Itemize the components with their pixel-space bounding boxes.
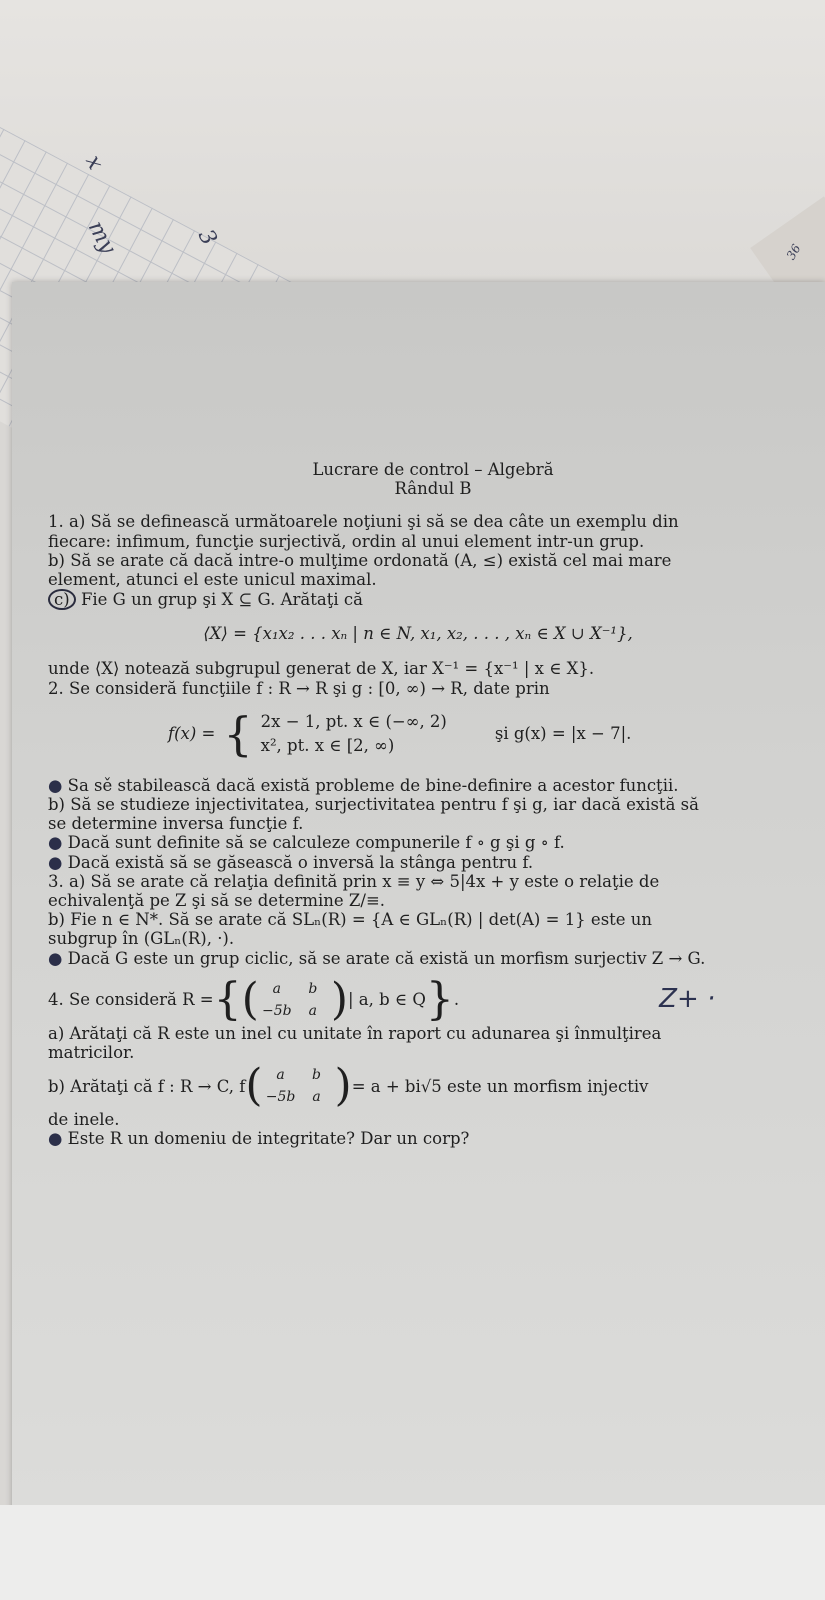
ex2-a: ● Sa sě stabilească dacă există probleme de bine-definire a acestor funcţii. bbox=[48, 775, 679, 795]
ex4-a-line1: a) Arătaţi că R este un inel cu unitate în raport cu adunarea şi înmulţirea bbox=[48, 1023, 662, 1043]
ex4-b-line2: de inele. bbox=[48, 1110, 120, 1130]
ex1-c-circled-label: c) bbox=[48, 589, 76, 610]
ex2-d: ● Dacă există să se găsească o inversă la stânga pentru f. bbox=[48, 852, 534, 872]
ex2-b-line2: se determine inversa funcţie f. bbox=[48, 814, 304, 834]
ex3-a-line1: 3. a) Să se arate că relaţia definită prin x ≡ y ⇔ 5|4x + y este o relaţie de bbox=[48, 871, 660, 891]
matrix-cell: a bbox=[276, 1067, 285, 1084]
ex2-a-mark: ● bbox=[48, 775, 63, 795]
matrix-cell: a bbox=[308, 1002, 317, 1019]
ex3-a-line2: echivalenţă pe Z şi să se determine Z/≡. bbox=[48, 891, 386, 911]
f-case-2: x², pt. x ∈ [2, ∞) bbox=[260, 735, 395, 755]
exam-document bbox=[48, 460, 788, 1149]
ex1-c-line bbox=[48, 589, 788, 610]
f-lhs: f(x) = bbox=[168, 724, 216, 744]
f-case-1: 2x − 1, pt. x ∈ (−∞, 2) bbox=[260, 711, 447, 731]
ex4-b-matrix: ( a b −5b a ) bbox=[245, 1060, 352, 1112]
matrix-cell: a bbox=[312, 1089, 321, 1106]
ex4-matrix: ( a b −5b a ) bbox=[241, 973, 348, 1025]
handwriting-3: 3 bbox=[192, 225, 222, 250]
ex1-c-text: Fie G un grup şi X ⊆ G. Arătaţi că bbox=[80, 590, 363, 610]
set-close-brace: } bbox=[425, 973, 454, 1025]
handwriting-my: my bbox=[82, 216, 121, 259]
corner-number: 36 bbox=[783, 241, 804, 263]
ex4-c-mark: ● bbox=[48, 1129, 63, 1149]
ex4-c: ● Este R un domeniu de integritate? Dar un corp? bbox=[48, 1129, 470, 1149]
matrix-cell: −5b bbox=[265, 1089, 296, 1106]
ex4-intro: 4. Se consideră R = { ( a b −5b a ) | a, b ∈ Q } . Z+ · bbox=[48, 973, 716, 1025]
ex2-function-definition bbox=[168, 706, 788, 761]
matrix-cell: −5b bbox=[262, 1002, 292, 1019]
ex1-b-line1: b) Să se arate că dacă intre-o mulţime ordonată (A, ≤) există cel mai mare bbox=[48, 550, 672, 570]
matrix-cell: b bbox=[312, 1067, 322, 1084]
ex1-c-equation: ⟨X⟩ = {x₁x₂ . . . xₙ | n ∈ N, x₁, x₂, . . . , xₙ ∈ X ∪ X⁻¹}, bbox=[203, 624, 633, 644]
set-open-brace: { bbox=[213, 973, 242, 1025]
ex1-c-note: unde ⟨X⟩ notează subgrupul generat de X, iar X⁻¹ = {x⁻¹ | x ∈ X}. bbox=[48, 659, 595, 679]
ex4-b: b) Arătaţi că f : R → C, f ( a b −5b a ) = a + bi√5 este un morfism injectiv bbox=[48, 1060, 649, 1112]
page-subtitle: Rândul B bbox=[394, 479, 472, 499]
ex1-a-line2: fiecare: infimum, funcţie surjectivă, ordin al unui element intr-un grup. bbox=[48, 531, 645, 551]
matrix-cell: b bbox=[308, 980, 318, 997]
ex4-a-line2: matricilor. bbox=[48, 1043, 135, 1063]
cases-brace: { bbox=[223, 706, 253, 761]
ex2-c: ● Dacă sunt definite să se calculeze compunerile f ∘ g şi g ∘ f. bbox=[48, 833, 565, 853]
ex3-b-line2: subgrup în (GLₙ(R), ·). bbox=[48, 929, 235, 949]
ex2-b-line1: b) Să se studieze injectivitatea, surjectivitatea pentru f şi g, iar dacă există să bbox=[48, 795, 699, 815]
ex3-b-line1: b) Fie n ∈ N*. Să se arate că SLₙ(R) = {A ∈ GLₙ(R) | det(A) = 1} este un bbox=[48, 910, 653, 930]
ex2-d-mark: ● bbox=[48, 852, 63, 872]
handwriting-x: x bbox=[80, 151, 109, 174]
set-condition: | a, b ∈ Q bbox=[347, 990, 426, 1010]
ex2-intro: 2. Se consideră funcţiile f : R → R şi g : [0, ∞) → R, date prin bbox=[48, 678, 550, 698]
ex1-b-line2: element, atunci el este unicul maximal. bbox=[48, 570, 377, 590]
g-definition: şi g(x) = |x − 7|. bbox=[494, 724, 632, 744]
bottom-surface bbox=[0, 1505, 825, 1600]
handwritten-note: Z+ · bbox=[659, 984, 716, 1015]
f-cases bbox=[261, 710, 447, 758]
ex3-c: ● Dacă G este un grup ciclic, să se arate că există un morfism surjectiv Z → G. bbox=[48, 948, 706, 968]
ex2-c-mark: ● bbox=[48, 833, 63, 853]
matrix-cell: a bbox=[272, 980, 281, 997]
ex1-a-line1: 1. a) Să se definească următoarele noţiuni şi să se dea câte un exemplu din bbox=[48, 512, 679, 532]
page-title: Lucrare de control – Algebră bbox=[312, 460, 554, 479]
ex3-c-mark: ● bbox=[48, 948, 63, 968]
